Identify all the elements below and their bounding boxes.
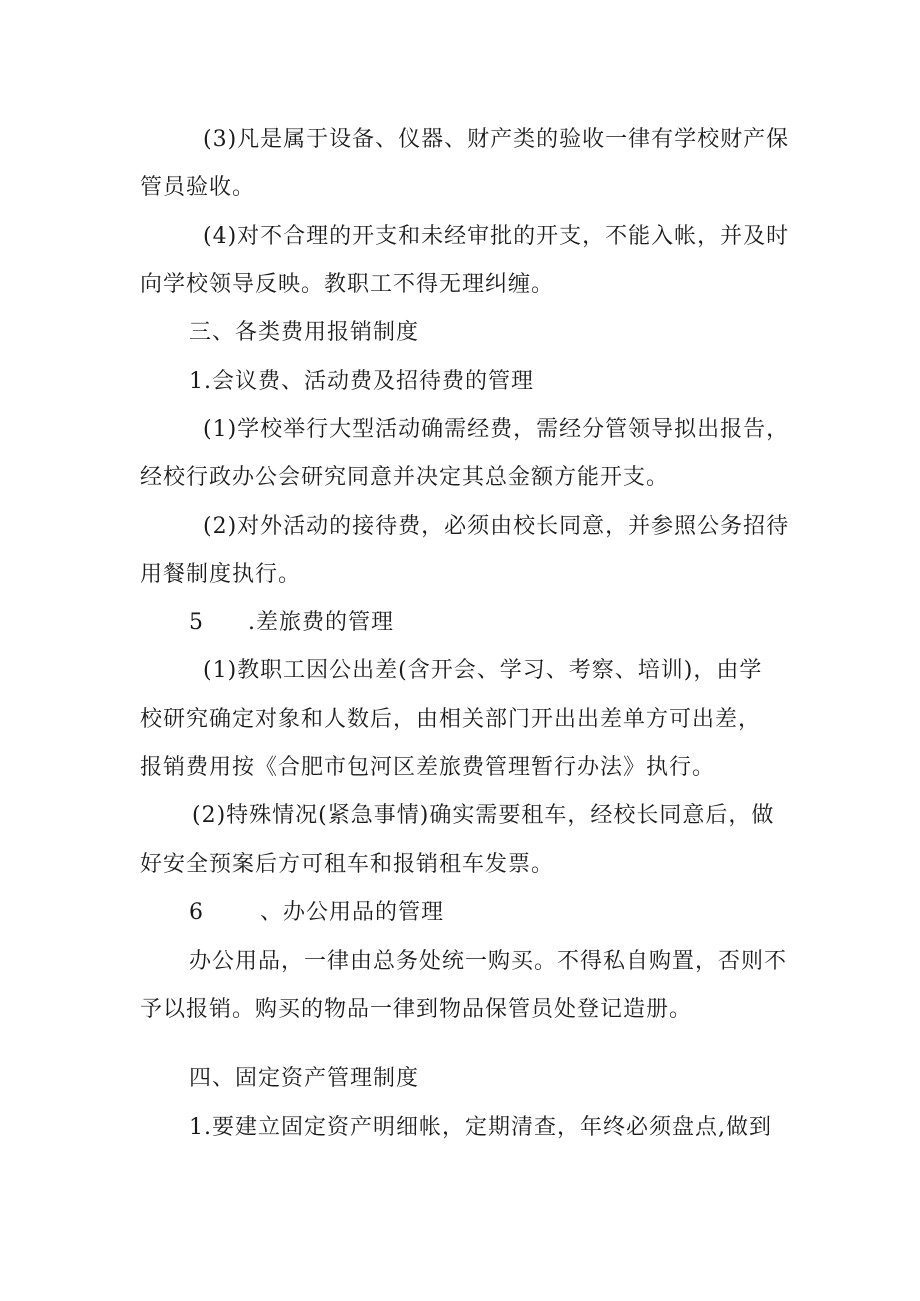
paragraph-line: 1.要建立固定资产明细帐，定期清查，年终必须盘点,做到 xyxy=(189,1115,772,1140)
paragraph-line: 经校行政办公会研究同意并决定其总金额方能开支。 xyxy=(140,465,670,490)
section-heading: 三、各类费用报销制度 xyxy=(189,320,420,345)
paragraph-line: 向学校领导反映。教职工不得无理纠缠。 xyxy=(140,272,555,297)
subsection-heading-office xyxy=(189,898,444,928)
paragraph-line: (2)特殊情况(紧急事情)确实需要租车，经校长同意后，做 xyxy=(192,803,775,828)
paragraph-line: (1)教职工因公出差(含开会、学习、考察、培训)，由学 xyxy=(203,658,763,683)
paragraph-line: (4)对不合理的开支和未经审批的开支，不能入帐，并及时 xyxy=(203,224,790,249)
paragraph-line: (2)对外活动的接待费，必须由校长同意，并参照公务招待 xyxy=(203,514,790,539)
heading-text: 、办公用品的管理 xyxy=(260,900,445,925)
heading-text: .差旅费的管理 xyxy=(248,610,394,635)
paragraph-line: (3)凡是属于设备、仪器、财产类的验收一律有学校财产保 xyxy=(203,127,790,152)
paragraph-line: (1)学校举行大型活动确需经费，需经分管领导拟出报告， xyxy=(203,417,790,442)
heading-number: 6 xyxy=(189,900,204,925)
paragraph-line: 办公用品，一律由总务处统一购买。不得私自购置，否则不 xyxy=(189,949,788,974)
subsection-heading: 1.会议费、活动费及招待费的管理 xyxy=(189,369,534,394)
subsection-heading-travel xyxy=(189,608,394,638)
paragraph-line: 好安全预案后方可租车和报销租车发票。 xyxy=(140,852,555,877)
heading-number: 5 xyxy=(189,610,204,635)
paragraph-line: 予以报销。购买的物品一律到物品保管员处登记造册。 xyxy=(140,997,693,1022)
section-heading: 四、固定资产管理制度 xyxy=(189,1066,420,1091)
paragraph-line: 管员验收。 xyxy=(140,175,256,200)
paragraph-line: 用餐制度执行。 xyxy=(140,562,302,587)
paragraph-line: 校研究确定对象和人数后，由相关部门开出出差单方可出差， xyxy=(140,707,762,732)
paragraph-line: 报销费用按《合肥市包河区差旅费管理暂行办法》执行。 xyxy=(140,755,716,780)
